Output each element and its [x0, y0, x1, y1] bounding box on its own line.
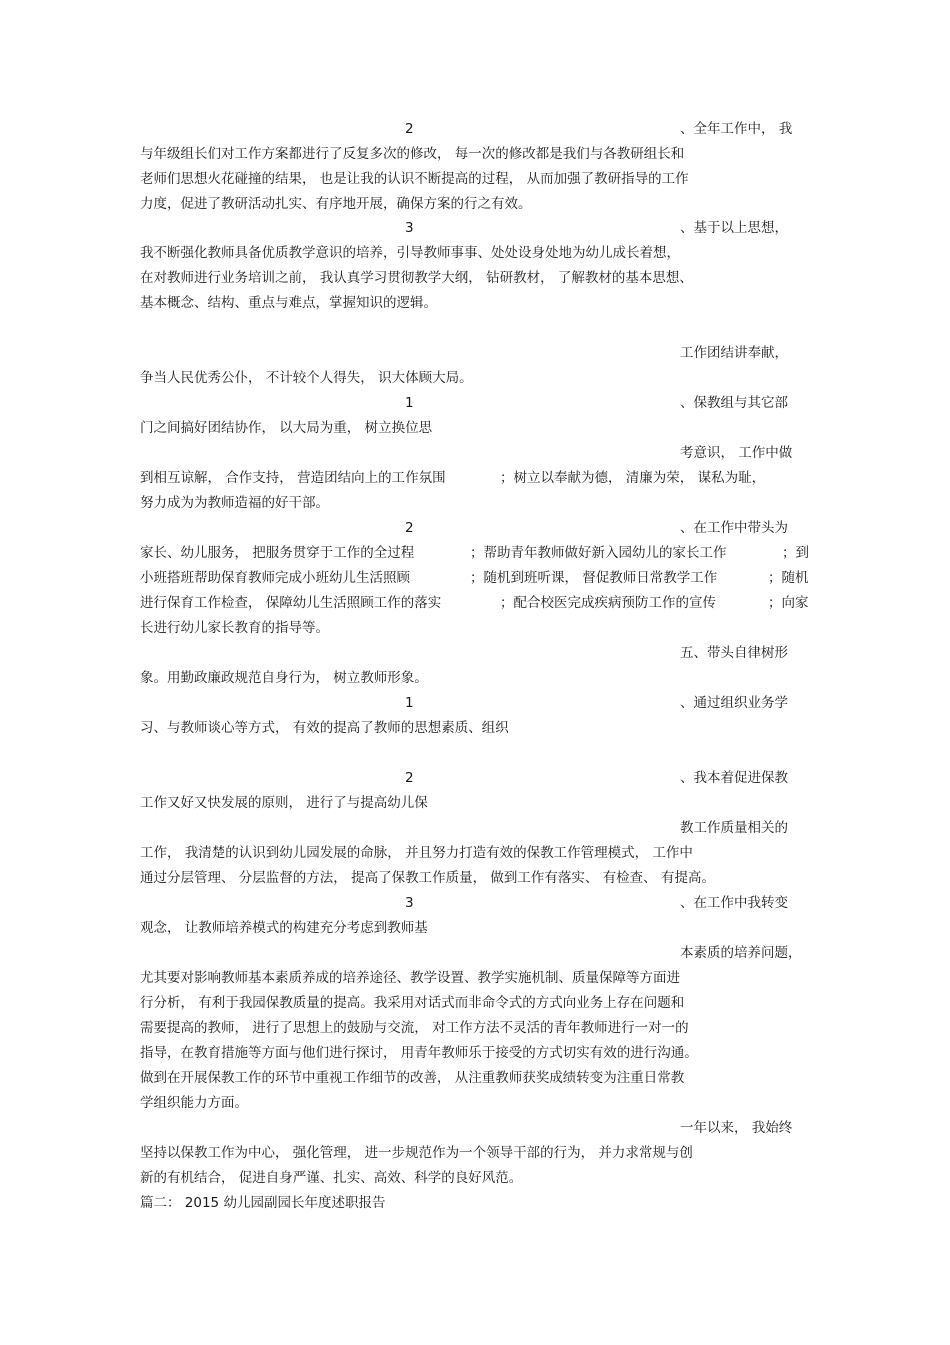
- text-line: [140, 542, 820, 564]
- text-line: [140, 392, 820, 414]
- line-fragment: ；树立以奉献为德， 清廉为荣， 谋私为耻，: [500, 470, 766, 486]
- line-fragment: 、在工作中带头为: [680, 520, 788, 536]
- item-number: 3: [405, 895, 414, 911]
- line-text: 老师们思想火花碰撞的结果， 也是让我的认识不断提高的过程， 从而加强了教研指导的工作: [140, 171, 689, 187]
- text-line: [140, 292, 820, 314]
- line-text: 行分析， 有利于我园保教质量的提高。我采用对话式而非命令式的方式向业务上存在问题和: [140, 995, 685, 1011]
- text-line: [140, 242, 820, 264]
- item-number: 2: [405, 520, 414, 536]
- text-line: [140, 817, 820, 839]
- line-text: 通过分层管理、 分层监督的方法， 提高了保教工作质量， 做到工作有落实、 有检查、 有提高。: [140, 870, 715, 886]
- text-line: [140, 467, 820, 489]
- line-text: 工作， 我清楚的认识到幼儿园发展的命脉， 并且努力打造有效的保教工作管理模式， 工作中: [140, 845, 693, 861]
- text-line: [140, 1192, 820, 1214]
- text-line: [140, 1142, 820, 1164]
- line-text: 在对教师进行业务培训之前， 我认真学习贯彻教学大纲， 钻研教材， 了解教材的基本思想、: [140, 270, 693, 286]
- text-line: [140, 342, 820, 364]
- item-number: 1: [405, 395, 414, 411]
- line-fragment: ；随机到班听课， 督促教师日常教学工作: [470, 570, 718, 586]
- text-line: [140, 1092, 820, 1114]
- chapter-title: 篇二： 2015 幼儿园副园长年度述职报告: [140, 1195, 386, 1211]
- text-line: [140, 1167, 820, 1189]
- line-fragment: ；向家: [768, 595, 809, 611]
- text-line: [140, 717, 820, 739]
- line-text: 坚持以保教工作为中心， 强化管理， 进一步规范作为一个领导干部的行为， 并力求常规与创: [140, 1145, 693, 1161]
- text-line: [140, 792, 820, 814]
- line-fragment: 、在工作中我转变: [680, 895, 788, 911]
- text-line: [140, 767, 820, 789]
- line-fragment: 、通过组织业务学: [680, 695, 788, 711]
- line-fragment: 、保教组与其它部: [680, 395, 788, 411]
- text-line: [140, 217, 820, 239]
- text-line: [140, 567, 820, 589]
- text-line: [140, 942, 820, 964]
- line-fragment: ；到: [782, 545, 809, 561]
- line-text: 门之间搞好团结协作， 以大局为重， 树立换位思: [140, 420, 433, 436]
- line-fragment: 、基于以上思想，: [680, 220, 788, 236]
- text-line: [140, 617, 820, 639]
- text-line: [140, 667, 820, 689]
- line-text: 努力成为为教师造福的好干部。: [140, 495, 329, 511]
- line-text: 基本概念、结构、重点与难点，掌握知识的逻辑。: [140, 295, 437, 311]
- section-heading: 五、带头自律树形: [680, 645, 788, 661]
- line-fragment: ；帮助青年教师做好新入园幼儿的家长工作: [470, 545, 727, 561]
- text-line: [140, 867, 820, 889]
- line-fragment: ；配合校医完成疾病预防工作的宣传: [500, 595, 716, 611]
- text-line: [140, 967, 820, 989]
- text-line: [140, 118, 820, 140]
- text-line: [140, 143, 820, 165]
- item-number: 2: [405, 121, 414, 137]
- line-text: 工作又好又快发展的原则， 进行了与提高幼儿保: [140, 795, 428, 811]
- line-text: 我不断强化教师具备优质教学意识的培养，引导教师事事、处处设身处地为幼儿成长着想，: [140, 245, 680, 261]
- text-line: [140, 417, 820, 439]
- text-line: [140, 592, 820, 614]
- text-line: [140, 642, 820, 664]
- line-text: 指导，在教育措施等方面与他们进行探讨， 用青年教师乐于接受的方式切实有效的进行沟通。: [140, 1045, 698, 1061]
- text-line: [140, 692, 820, 714]
- text-line: [140, 492, 820, 514]
- item-number: 1: [405, 695, 414, 711]
- line-text: 进行保育工作检查， 保障幼儿生活照顾工作的落实: [140, 595, 442, 611]
- line-fragment: 工作团结讲奉献，: [680, 345, 788, 361]
- line-text: 力度，促进了教研活动扎实、有序地开展，确保方案的行之有效。: [140, 196, 532, 212]
- item-number: 3: [405, 220, 414, 236]
- line-text: 象。用勤政廉政规范自身行为， 树立教师形象。: [140, 670, 428, 686]
- line-fragment: ；随机: [768, 570, 809, 586]
- line-text: 需要提高的教师， 进行了思想上的鼓励与交流， 对工作方法不灵活的青年教师进行一对一的: [140, 1020, 689, 1036]
- text-line: [140, 842, 820, 864]
- text-line: [140, 1042, 820, 1064]
- line-text: 新的有机结合， 促进自身严谨、扎实、高效、科学的良好风范。: [140, 1170, 523, 1186]
- line-text: 家长、幼儿服务， 把服务贯穿于工作的全过程: [140, 545, 415, 561]
- text-line: [140, 1017, 820, 1039]
- text-line: [140, 1067, 820, 1089]
- text-line: [140, 992, 820, 1014]
- line-text: 小班搭班帮助保育教师完成小班幼儿生活照顾: [140, 570, 410, 586]
- text-line: [140, 517, 820, 539]
- line-text: 习、与教师谈心等方式， 有效的提高了教师的思想素质、组织: [140, 720, 509, 736]
- text-line: [140, 892, 820, 914]
- text-line: [140, 367, 820, 389]
- line-text: 尤其要对影响教师基本素质养成的培养途径、教学设置、教学实施机制、质量保障等方面进: [140, 970, 680, 986]
- line-text: 到相互谅解， 合作支持， 营造团结向上的工作氛围: [140, 470, 446, 486]
- text-line: [140, 267, 820, 289]
- line-fragment: 教工作质量相关的: [680, 820, 788, 836]
- line-fragment: 、我本着促进保教: [680, 770, 788, 786]
- text-line: [140, 442, 820, 464]
- line-text: 学组织能力方面。: [140, 1095, 248, 1111]
- text-line: [140, 917, 820, 939]
- line-text: 观念， 让教师培养模式的构建充分考虑到教师基: [140, 920, 428, 936]
- line-text: 做到在开展保教工作的环节中重视工作细节的改善， 从注重教师获奖成绩转变为注重日常教: [140, 1070, 685, 1086]
- text-line: [140, 193, 820, 215]
- line-fragment: 考意识， 工作中做: [680, 445, 793, 461]
- text-line: [140, 168, 820, 190]
- item-number: 2: [405, 770, 414, 786]
- text-line: [140, 1117, 820, 1139]
- line-fragment: 、全年工作中， 我: [680, 121, 793, 137]
- line-text: 争当人民优秀公仆， 不计较个人得失， 识大体顾大局。: [140, 370, 473, 386]
- line-fragment: 本素质的培养问题，: [680, 945, 802, 961]
- line-fragment: 一年以来， 我始终: [680, 1120, 793, 1136]
- line-text: 长进行幼儿家长教育的指导等。: [140, 620, 329, 636]
- line-text: 与年级组长们对工作方案都进行了反复多次的修改， 每一次的修改都是我们与各教研组长和: [140, 146, 685, 162]
